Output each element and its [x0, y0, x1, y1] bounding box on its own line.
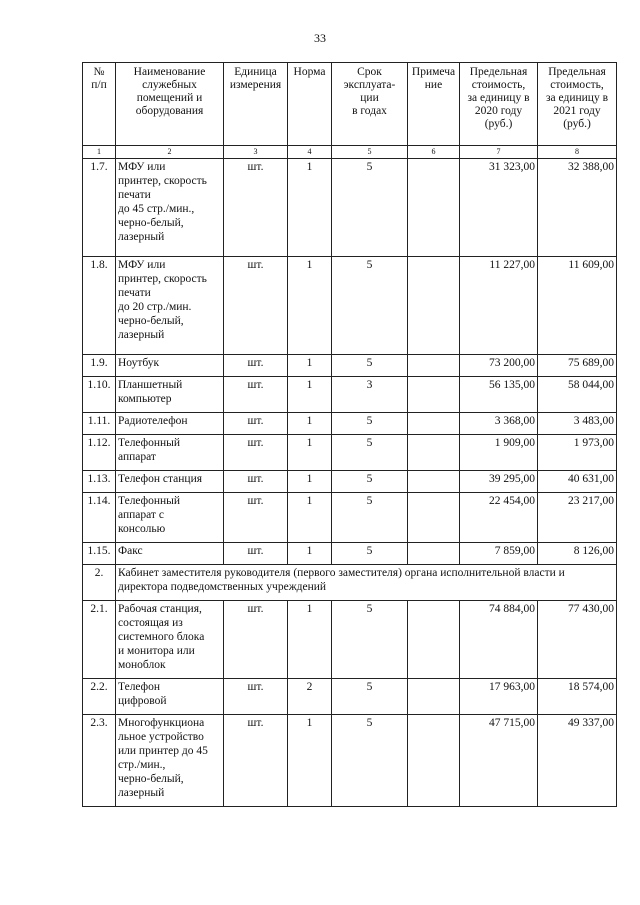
norm-cell: 1	[288, 493, 332, 543]
item-name-line: черно-белый,	[118, 217, 184, 229]
table-row	[83, 355, 617, 377]
service-life-cell: 5	[332, 257, 408, 355]
unit-cell: шт.	[224, 679, 288, 715]
table-body	[83, 159, 617, 807]
header-line: за единицу в	[467, 92, 530, 104]
item-name-line: льное устройство	[118, 731, 204, 743]
page-number: 33	[314, 31, 326, 45]
norm-cell: 1	[288, 435, 332, 471]
header-line: Норма	[293, 66, 326, 78]
price-2021-cell: 40 631,00	[538, 471, 617, 493]
item-name-line: лазерный	[118, 329, 165, 341]
price-2020-cell: 1 909,00	[460, 435, 538, 471]
row-number: 1.10.	[83, 377, 116, 413]
item-name	[116, 377, 224, 413]
row-number: 1.11.	[83, 413, 116, 435]
item-name-line: или принтер до 45	[118, 745, 208, 757]
price-2020-cell: 47 715,00	[460, 715, 538, 807]
service-life-cell: 5	[332, 715, 408, 807]
note-cell	[408, 715, 460, 807]
column-number: 6	[408, 146, 460, 159]
price-2021-cell: 49 337,00	[538, 715, 617, 807]
header-row	[83, 63, 617, 146]
unit-cell: шт.	[224, 715, 288, 807]
section-number: 2.	[83, 565, 116, 601]
unit-cell: шт.	[224, 355, 288, 377]
row-number: 2.1.	[83, 601, 116, 679]
item-name-line: Телефон станция	[118, 473, 203, 485]
item-name-line: Радиотелефон	[118, 415, 188, 427]
price-2020-cell: 3 368,00	[460, 413, 538, 435]
table-row	[83, 679, 617, 715]
row-number: 2.2.	[83, 679, 116, 715]
price-2020-cell: 56 135,00	[460, 377, 538, 413]
norm-cell: 1	[288, 159, 332, 257]
header-cell	[83, 63, 116, 146]
header-line: (руб.)	[563, 118, 591, 130]
item-name	[116, 601, 224, 679]
unit-cell: шт.	[224, 413, 288, 435]
unit-cell: шт.	[224, 543, 288, 565]
price-2021-cell: 23 217,00	[538, 493, 617, 543]
header-cell	[408, 63, 460, 146]
header-line: измерения	[229, 79, 282, 91]
header-line: помещений и	[136, 92, 203, 104]
item-name-line: Телефонный	[118, 495, 181, 507]
row-number: 2.3.	[83, 715, 116, 807]
item-name-line: МФУ или	[118, 161, 166, 173]
equipment-table	[82, 62, 617, 807]
header-line: 2021 году	[553, 105, 601, 117]
norm-cell: 1	[288, 543, 332, 565]
column-number: 3	[224, 146, 288, 159]
column-number: 7	[460, 146, 538, 159]
header-line: стоимость,	[550, 79, 604, 91]
table-row	[83, 159, 617, 257]
header-line: (руб.)	[484, 118, 513, 130]
price-2020-cell: 39 295,00	[460, 471, 538, 493]
section-title: Кабинет заместителя руководителя (первого заместителя) органа исполнительной власти и директора подведомственных учреждений	[116, 565, 617, 601]
service-life-cell: 5	[332, 493, 408, 543]
item-name-line: печати	[118, 287, 151, 299]
note-cell	[408, 377, 460, 413]
item-name-line: принтер, скорость	[118, 273, 207, 285]
price-2020-cell: 7 859,00	[460, 543, 538, 565]
norm-cell: 1	[288, 471, 332, 493]
service-life-cell: 5	[332, 413, 408, 435]
item-name-line: печати	[118, 189, 151, 201]
column-number: 8	[538, 146, 617, 159]
item-name-line: лазерный	[118, 231, 165, 243]
note-cell	[408, 601, 460, 679]
table-row	[83, 471, 617, 493]
unit-cell: шт.	[224, 257, 288, 355]
item-name-line: Планшетный	[118, 379, 183, 391]
price-2021-cell: 8 126,00	[538, 543, 617, 565]
row-number: 1.9.	[83, 355, 116, 377]
column-number: 5	[332, 146, 408, 159]
note-cell	[408, 413, 460, 435]
note-cell	[408, 257, 460, 355]
table-row	[83, 413, 617, 435]
header-line: эксплуата-	[343, 79, 396, 91]
price-2021-cell: 75 689,00	[538, 355, 617, 377]
item-name-line: Телефонный	[118, 437, 181, 449]
item-name-line: черно-белый,	[118, 773, 184, 785]
table-row	[83, 377, 617, 413]
item-name	[116, 435, 224, 471]
section-row	[83, 565, 617, 601]
item-name-line: и монитора или	[118, 645, 195, 657]
header-line: за единицу в	[546, 92, 608, 104]
norm-cell: 1	[288, 715, 332, 807]
service-life-cell: 5	[332, 355, 408, 377]
item-name-line: Многофункциона	[118, 717, 205, 729]
header-line: Единица	[234, 66, 277, 78]
item-name	[116, 543, 224, 565]
table-row	[83, 493, 617, 543]
row-number: 1.15.	[83, 543, 116, 565]
header-cell	[332, 63, 408, 146]
note-cell	[408, 543, 460, 565]
item-name	[116, 413, 224, 435]
row-number: 1.8.	[83, 257, 116, 355]
note-cell	[408, 679, 460, 715]
row-number: 1.14.	[83, 493, 116, 543]
item-name-line: до 45 стр./мин.,	[118, 203, 195, 215]
unit-cell: шт.	[224, 471, 288, 493]
column-number: 2	[116, 146, 224, 159]
row-number: 1.7.	[83, 159, 116, 257]
header-line: служебных	[142, 79, 197, 91]
item-name-line: состоящая из	[118, 617, 183, 629]
header-cell	[460, 63, 538, 146]
column-number: 1	[83, 146, 116, 159]
norm-cell: 1	[288, 355, 332, 377]
header-line: в годах	[352, 105, 387, 117]
item-name	[116, 257, 224, 355]
price-2021-cell: 11 609,00	[538, 257, 617, 355]
norm-cell: 1	[288, 257, 332, 355]
price-2021-cell: 18 574,00	[538, 679, 617, 715]
header-line: Примеча	[411, 66, 456, 78]
price-2020-cell: 11 227,00	[460, 257, 538, 355]
service-life-cell: 5	[332, 159, 408, 257]
price-2020-cell: 22 454,00	[460, 493, 538, 543]
norm-cell: 2	[288, 679, 332, 715]
item-name-line: лазерный	[118, 787, 165, 799]
price-2021-cell: 77 430,00	[538, 601, 617, 679]
item-name-line: моноблок	[118, 659, 166, 671]
service-life-cell: 5	[332, 471, 408, 493]
service-life-cell: 5	[332, 601, 408, 679]
item-name-line: стр./мин.,	[118, 759, 166, 771]
header-cell	[116, 63, 224, 146]
item-name-line: МФУ или	[118, 259, 166, 271]
header-line: ции	[360, 92, 379, 104]
row-number: 1.12.	[83, 435, 116, 471]
price-2021-cell: 32 388,00	[538, 159, 617, 257]
note-cell	[408, 435, 460, 471]
header-cell	[288, 63, 332, 146]
item-name-line: системного блока	[118, 631, 205, 643]
item-name-line: цифровой	[118, 695, 167, 707]
item-name-line: до 20 стр./мин.	[118, 301, 192, 313]
header-line: стоимость,	[471, 79, 526, 91]
price-2020-cell: 31 323,00	[460, 159, 538, 257]
item-name-line: Рабочая станция,	[118, 603, 202, 615]
column-number: 4	[288, 146, 332, 159]
header-line: оборудования	[135, 105, 204, 117]
item-name-line: черно-белый,	[118, 315, 184, 327]
header-line: 2020 году	[474, 105, 523, 117]
service-life-cell: 3	[332, 377, 408, 413]
note-cell	[408, 355, 460, 377]
item-name-line: компьютер	[118, 393, 172, 405]
item-name	[116, 355, 224, 377]
item-name-line: принтер, скорость	[118, 175, 207, 187]
unit-cell: шт.	[224, 601, 288, 679]
table-row	[83, 435, 617, 471]
norm-cell: 1	[288, 377, 332, 413]
norm-cell: 1	[288, 601, 332, 679]
unit-cell: шт.	[224, 159, 288, 257]
header-line: Наименование	[133, 66, 206, 78]
unit-cell: шт.	[224, 435, 288, 471]
item-name	[116, 493, 224, 543]
norm-cell: 1	[288, 413, 332, 435]
price-2020-cell: 73 200,00	[460, 355, 538, 377]
price-2021-cell: 1 973,00	[538, 435, 617, 471]
unit-cell: шт.	[224, 377, 288, 413]
service-life-cell: 5	[332, 543, 408, 565]
item-name-line: Телефон	[118, 681, 161, 693]
header-cell	[224, 63, 288, 146]
header-line: ние	[424, 79, 443, 91]
header-line: п/п	[91, 79, 107, 91]
table-row	[83, 257, 617, 355]
header-line: Предельная	[548, 66, 606, 78]
note-cell	[408, 493, 460, 543]
header-line: Срок	[357, 66, 382, 78]
item-name-line: аппарат с	[118, 509, 164, 521]
item-name	[116, 679, 224, 715]
item-name-line: консолью	[118, 523, 166, 535]
item-name	[116, 715, 224, 807]
item-name-line: аппарат	[118, 451, 156, 463]
table-row	[83, 601, 617, 679]
note-cell	[408, 471, 460, 493]
note-cell	[408, 159, 460, 257]
item-name-line: Ноутбук	[118, 357, 160, 369]
item-name	[116, 159, 224, 257]
table-row	[83, 715, 617, 807]
item-name-line: Факс	[118, 545, 143, 557]
service-life-cell: 5	[332, 435, 408, 471]
item-name	[116, 471, 224, 493]
header-line: Предельная	[469, 66, 528, 78]
header-cell	[538, 63, 617, 146]
row-number: 1.13.	[83, 471, 116, 493]
unit-cell: шт.	[224, 493, 288, 543]
header-line: №	[93, 66, 105, 78]
price-2021-cell: 3 483,00	[538, 413, 617, 435]
service-life-cell: 5	[332, 679, 408, 715]
table-row	[83, 543, 617, 565]
column-number-row	[83, 146, 617, 159]
price-2020-cell: 17 963,00	[460, 679, 538, 715]
price-2021-cell: 58 044,00	[538, 377, 617, 413]
price-2020-cell: 74 884,00	[460, 601, 538, 679]
